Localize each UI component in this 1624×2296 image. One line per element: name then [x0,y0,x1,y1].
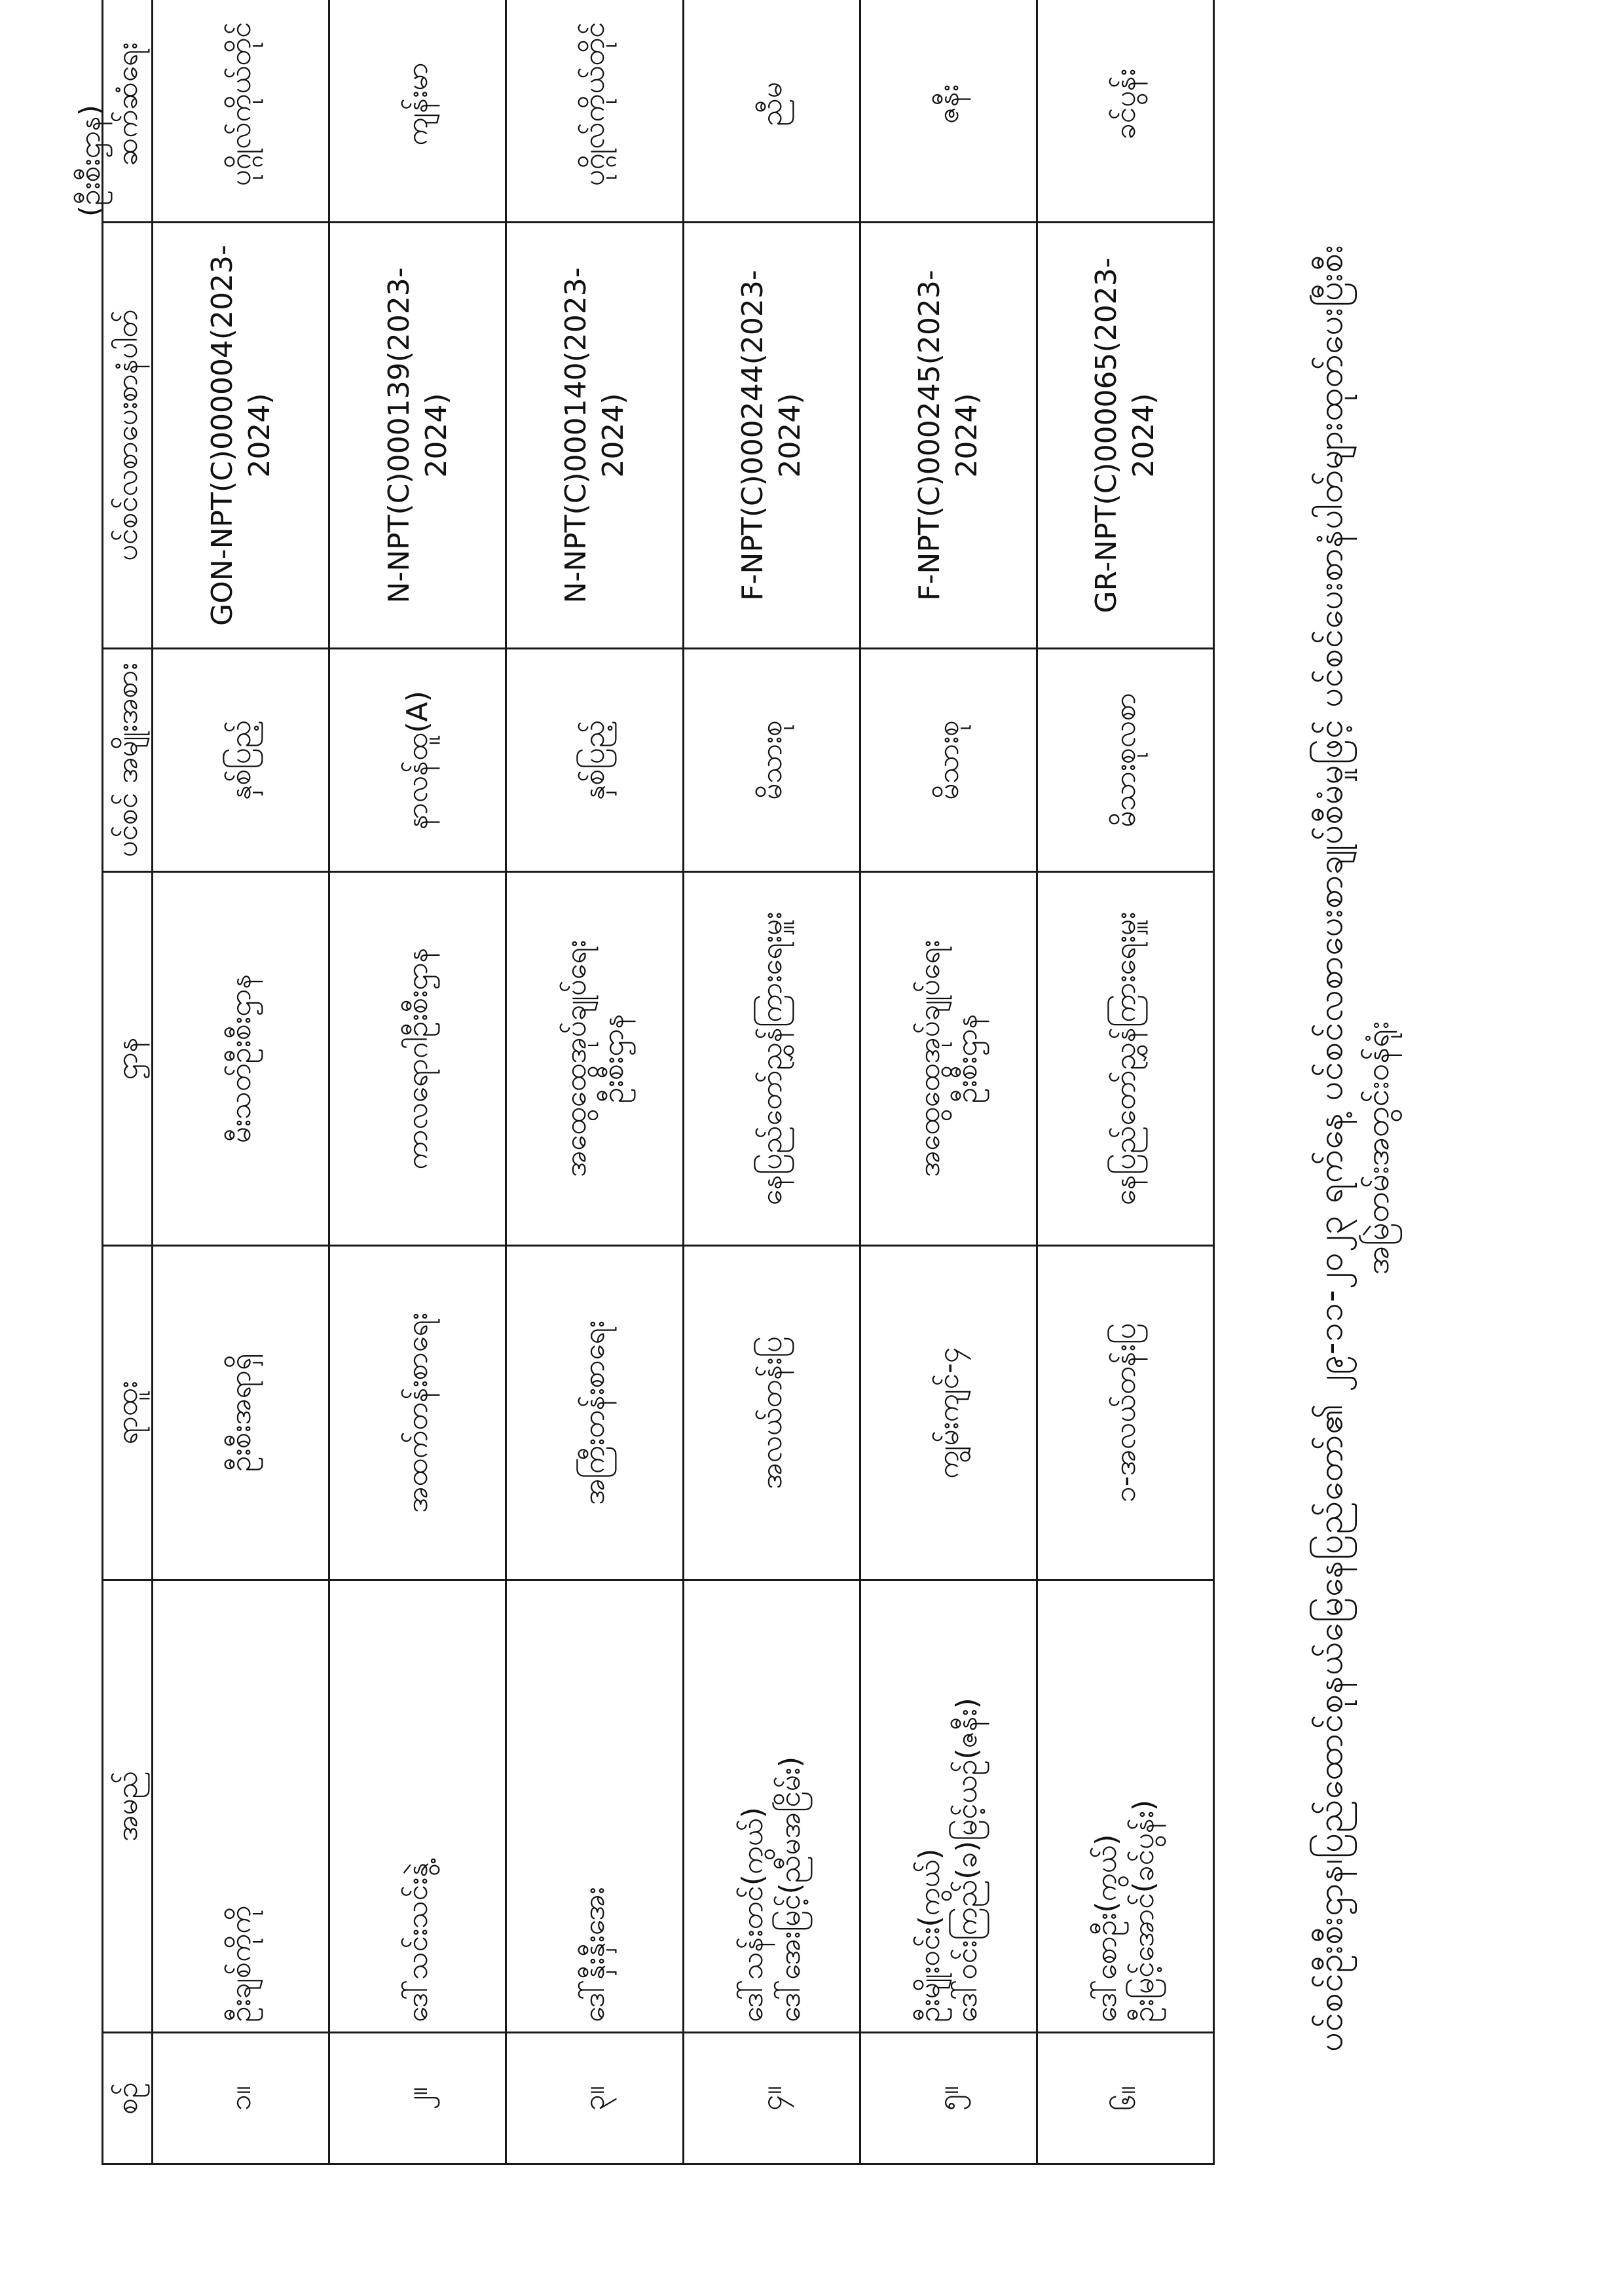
row-relation: ခင်ပွန်း [1037,0,1213,223]
name-line: ဒေါ်အေးမြင့်(ညီမအငြိမ်း) [773,1756,807,2022]
title-line-1: ပင်စင်ဦးစီးဌာန၊ပြည်ထောင်စုနယ်မြေနေပြည်တော်၏ ၂၉-၁၁-၂၀၂၃ ရက်နေ့ ပင်စင်လစာပေးစာချုပ်စီမံမှုဖြင့် ပင်စင်ပေးစာနံပါတ်များထုတ်ပေးပြီးစီး [1311,244,1350,2052]
pension-table [101,0,1215,2165]
row-relation: ပုဂ္ဂိုလ်ကိုယ်တိုင် [506,0,683,223]
table-row [683,0,860,2164]
name-line: ဒေါ်သင်းသင်းနွဲ့ [401,1863,435,2022]
department-line: ဦးစီးဌာန [950,1013,984,1104]
row-position: ၁-အလယ်တန်းပြ [1037,1246,1213,1580]
header-pension-number: ပင်စင်လစာပေးစာနံပါတ် [103,223,153,649]
row-department [329,872,506,1246]
row-name [1037,1580,1213,2033]
table-row [153,0,329,2164]
pension-table-container [101,22,1215,2165]
header-position: ရာထူး [103,1246,153,1580]
row-category: နှစ်ပြည့် [153,649,329,872]
row-department [506,872,683,1246]
department-line: အထွေထွေအုပ်ချုပ်ရေး [913,939,947,1178]
name-line: ဒေါ်သန်းတင်(ကွယ်) [735,1807,769,2022]
row-no: ၃။ [506,2033,683,2164]
signature-note: (ဦးစီးဌာန) [73,105,107,217]
row-no: ၄။ [683,2033,860,2164]
department-line: ကာလရောဂါဦးစီးဌာန [401,947,435,1170]
header-name: အမည် [103,1580,153,2033]
department-line: ဦးစီးဌာန [597,1013,630,1104]
table-row [860,0,1037,2164]
row-pension-number: N-NPT(C)000140(2023-2024) [506,223,683,649]
name-line: ဦးမျိုးဝင်း(ကွယ်) [913,1848,947,2022]
row-no: ၆။ [1037,2033,1213,2164]
row-no: ၂။ [329,2033,506,2164]
row-name [329,1580,506,2033]
department-line: နေပြည်တော်ညွှန်ကြားရေးမှူး [1108,911,1142,1206]
name-line: ဦးချစ်ကိုကို [224,1905,258,2022]
header-no: စဉ် [103,2033,153,2164]
row-category: နာလန်ထူ(A) [329,649,506,872]
row-position: အလယ်တန်းပြ [683,1246,860,1580]
department-line: နေပြည်တော်ညွှန်ကြားရေးမှူး [754,911,788,1206]
name-line: ဒေါ်ဝင်းကြည်(ခ)မြင့်ယဉ်(ဇနီး) [950,1698,984,2022]
row-department [1037,872,1213,1246]
row-department [860,872,1037,1246]
row-position: အထက်တန်းစာရေး [329,1246,506,1580]
row-category: မိသားစု [683,649,860,872]
row-position: ဦးစီးအရာရှိ [153,1246,329,1580]
row-pension-number: GR-NPT(C)000065(2023-2024) [1037,223,1213,649]
table-row [1037,0,1213,2164]
header-category: ပင်စင် အမျိုးအစား [103,649,153,872]
row-no: ၁။ [153,2033,329,2164]
row-name [860,1580,1037,2033]
department-line: မီးသတ်ဦးစီးဌာန [224,974,258,1144]
name-line: ဦးမြင့်အောင်(ခင်ပွန်း) [1127,1799,1161,2022]
row-name [506,1580,683,2033]
row-department [683,872,860,1246]
table-header-row [103,0,153,2164]
row-no: ၅။ [860,2033,1037,2164]
department-line: အထွေထွေအုပ်ချုပ်ရေး [559,939,593,1178]
row-department [153,872,329,1246]
table-row [329,0,506,2164]
row-relation: ဇနီး [860,0,1037,223]
header-department: ဌာန [103,872,153,1246]
title-line-2: အမြဲတမ်းအတွင်းဝန်ရုံး [1359,1021,1396,1275]
row-relation: ညီမ [683,0,860,223]
row-name [683,1580,860,2033]
header-relation: ဆက်ဆံရေး [103,0,153,223]
row-category: နှစ်ပြည့် [506,649,683,872]
name-line: ဒေါ်နှီးနှီးအေး [578,1887,612,2022]
row-relation: ပုဂ္ဂိုလ်ကိုယ်တိုင် [153,0,329,223]
row-name [153,1580,329,2033]
row-category: မိသားစုလစာ [1037,649,1213,872]
table-row [506,0,683,2164]
row-pension-number: F-NPT(C)000245(2023-2024) [860,223,1037,649]
row-pension-number: GON-NPT(C)000004(2023-2024) [153,223,329,649]
document-title [1310,0,1397,2296]
row-position: အကြီးတန်းစာရေး [506,1246,683,1580]
row-relation: ကျန်းမာ [329,0,506,223]
row-category: မိသားစု [860,649,1037,872]
row-pension-number: N-NPT(C)000139(2023-2024) [329,223,506,649]
row-pension-number: F-NPT(C)000244(2023-2024) [683,223,860,649]
row-position: ကျွမ်းကျင်-၄ [860,1246,1037,1580]
name-line: ဒေါ်စောဦး(ကွယ်) [1090,1834,1124,2022]
